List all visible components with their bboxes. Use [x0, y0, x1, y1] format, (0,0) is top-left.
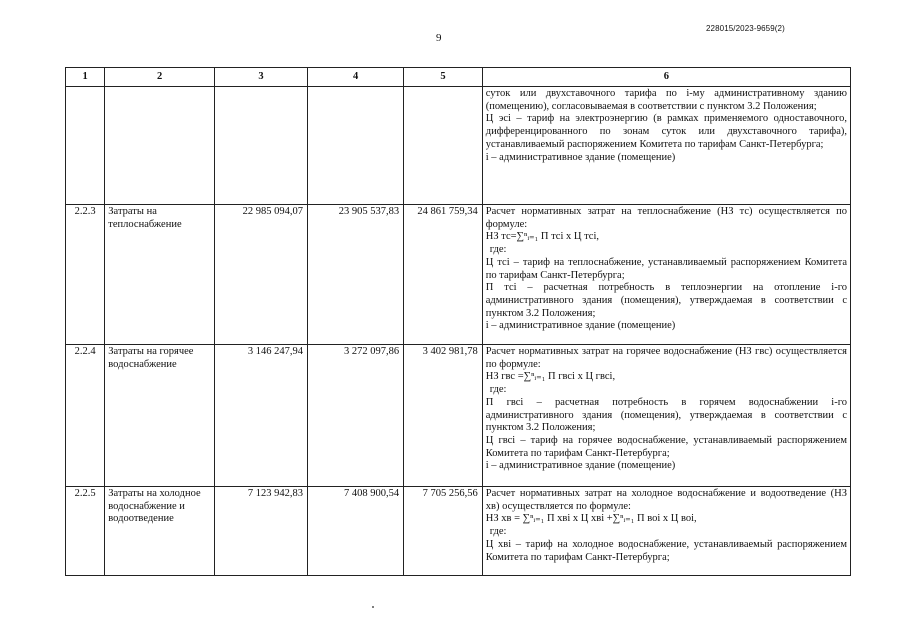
table-row [66, 487, 851, 576]
where-label: где: [489, 384, 507, 396]
column-header-5: 5 [404, 68, 483, 87]
definition: Ц хвi – тариф на холодное водоснабжение, устанавливаемый распоряжением Комитета по тарифам Санкт-Петербурга; [485, 538, 847, 563]
desc-intro: Расчет нормативных затрат на горячее водоснабжение (НЗ гвс) осуществляется по формуле: [485, 346, 847, 370]
amount-year-2: 23 905 537,83 [308, 205, 404, 345]
cell-empty [105, 87, 215, 205]
amount-year-2: 3 272 097,86 [308, 345, 404, 487]
definition: Ц гвсi – тариф на горячее водоснабжение, устанавливаемый распоряжением Комитета по тарифам Санкт-Петербурга; [485, 434, 847, 459]
cost-name: Затраты на теплоснабжение [105, 205, 215, 345]
amount-year-1: 7 123 942,83 [214, 487, 307, 576]
desc-line: i – административное здание (помещение) [485, 151, 676, 163]
continuation-description [482, 87, 850, 205]
desc-intro: Расчет нормативных затрат на холодное водоснабжение и водоотведение (НЗ хв) осуществляется по формуле: [485, 488, 847, 512]
table-row [66, 205, 851, 345]
page-number: 9 [436, 32, 442, 44]
definition: i – административное здание (помещение) [485, 320, 676, 332]
desc-line: суток или двухставочного тарифа по i-му административному зданию (помещению), согласовываемая в соответствии с пунктом 3.2 Положения; [485, 88, 847, 112]
amount-year-3: 7 705 256,56 [404, 487, 483, 576]
document-code: 228015/2023-9659(2) [706, 24, 785, 33]
amount-year-1: 22 985 094,07 [214, 205, 307, 345]
row-number: 2.2.3 [66, 205, 105, 345]
cost-table [65, 67, 851, 576]
definition: i – административное здание (помещение) [485, 460, 676, 472]
table-header-row [66, 68, 851, 87]
amount-year-3: 24 861 759,34 [404, 205, 483, 345]
cost-name: Затраты на горячее водоснабжение [105, 345, 215, 487]
row-number: 2.2.4 [66, 345, 105, 487]
cost-name: Затраты на холодное водоснабжение и водоотведение [105, 487, 215, 576]
calc-description [482, 345, 850, 487]
table-row [66, 345, 851, 487]
column-header-6: 6 [482, 68, 850, 87]
formula: НЗ гвс =∑ⁿᵢ₌₁ П гвсi х Ц гвсi, [485, 371, 616, 383]
row-number: 2.2.5 [66, 487, 105, 576]
calc-description [482, 487, 850, 576]
cell-empty [214, 87, 307, 205]
column-header-2: 2 [105, 68, 215, 87]
desc-line: Ц эсi – тариф на электроэнергию (в рамках применяемого одноставочного, дифференцированного по зонам суток или двухставочного тарифа), устанавливаемый распоряжением Комитета по тарифам Санкт-Петербурга; [485, 113, 847, 150]
desc-intro: Расчет нормативных затрат на теплоснабжение (НЗ тс) осуществляется по формуле: [485, 206, 847, 230]
formula: НЗ тс=∑ⁿᵢ₌₁ П тсi х Ц тсi, [485, 231, 599, 243]
where-label: где: [489, 526, 507, 538]
amount-year-1: 3 146 247,94 [214, 345, 307, 487]
cell-empty [404, 87, 483, 205]
column-header-3: 3 [214, 68, 307, 87]
cell-empty [308, 87, 404, 205]
calc-description [482, 205, 850, 345]
cell-empty [66, 87, 105, 205]
where-label: где: [489, 244, 507, 256]
definition: П тсi – расчетная потребность в теплоэнергии на отопление i-го административного здания (помещения), утверждаемая в соответствии с пунктом 3.2 Положения; [485, 282, 847, 319]
definition: П гвсi – расчетная потребность в горячем водоснабжении i-го административного здания (помещения), утверждаемая в соответствии с пунктом 3.2 Положения; [485, 396, 847, 434]
scan-speck [372, 606, 374, 608]
table-row-continuation [66, 87, 851, 205]
amount-year-3: 3 402 981,78 [404, 345, 483, 487]
formula: НЗ хв = ∑ⁿᵢ₌₁ П хвi х Ц хвi +∑ⁿᵢ₌₁ П воi х Ц воi, [485, 513, 697, 525]
column-header-4: 4 [308, 68, 404, 87]
definition: Ц тсi – тариф на теплоснабжение, устанавливаемый распоряжением Комитета по тарифам Санкт-Петербурга; [485, 256, 847, 281]
column-header-1: 1 [66, 68, 105, 87]
amount-year-2: 7 408 900,54 [308, 487, 404, 576]
